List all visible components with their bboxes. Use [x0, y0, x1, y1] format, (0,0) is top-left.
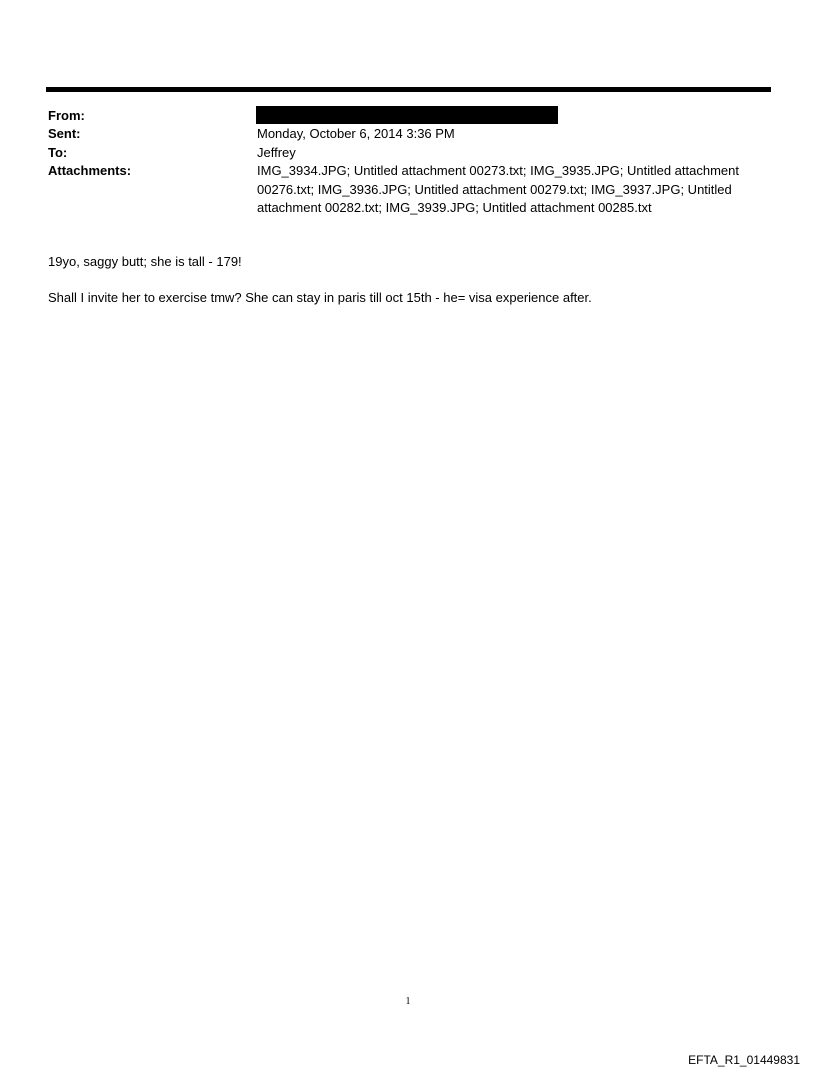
from-label: From: — [48, 108, 85, 123]
to-label: To: — [48, 145, 68, 160]
attachments-line: attachment 00282.txt; IMG_3939.JPG; Untitled attachment 00285.txt — [257, 200, 652, 215]
to-value: Jeffrey — [257, 145, 296, 160]
sent-value: Monday, October 6, 2014 3:36 PM — [257, 126, 455, 141]
body-paragraph: Shall I invite her to exercise tmw? She can stay in paris till oct 15th - he= visa experience after. — [48, 290, 592, 305]
from-redaction — [256, 106, 558, 124]
bates-number: EFTA_R1_01449831 — [688, 1053, 800, 1067]
attachments-line: IMG_3934.JPG; Untitled attachment 00273.txt; IMG_3935.JPG; Untitled attachment — [257, 163, 739, 178]
attachments-label: Attachments: — [48, 163, 132, 178]
sent-label: Sent: — [48, 126, 81, 141]
attachments-value — [257, 162, 757, 218]
body-paragraph: 19yo, saggy butt; she is tall - 179! — [48, 254, 242, 269]
page-number: 1 — [405, 996, 411, 1007]
attachments-line: 00276.txt; IMG_3936.JPG; Untitled attachment 00279.txt; IMG_3937.JPG; Untitled — [257, 181, 732, 197]
header-rule — [46, 87, 771, 92]
